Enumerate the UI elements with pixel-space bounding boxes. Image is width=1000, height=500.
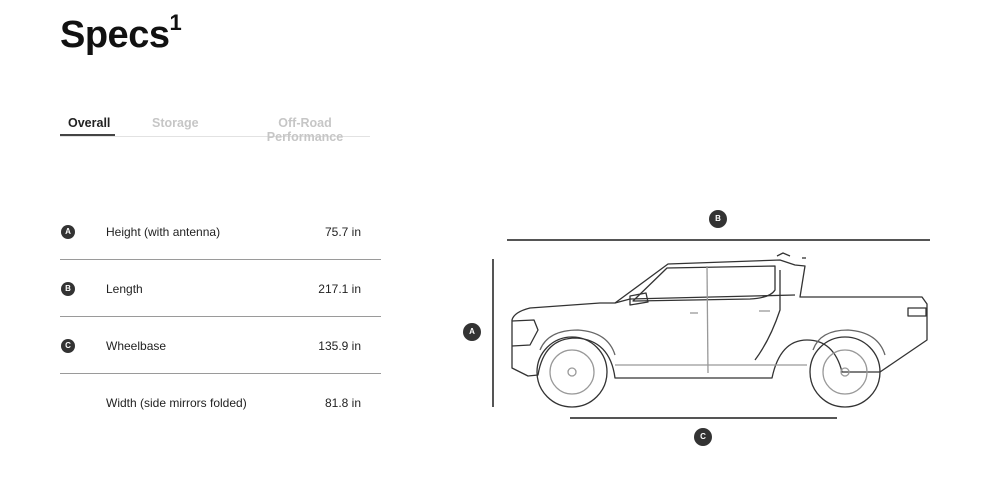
pickup-truck-icon [450,200,950,450]
spec-label: Length [106,281,143,296]
spec-tabs [60,116,370,144]
marker-height: A [463,323,481,341]
truck-dimension-diagram [450,200,950,450]
marker-length: B [709,210,727,228]
badge-a: A [61,225,75,239]
badge-c: C [61,339,75,353]
badge-b: B [61,282,75,296]
spec-row-wheelbase [60,317,381,374]
spec-row-height [60,203,381,260]
spec-row-width [60,374,381,431]
spec-value: 81.8 in [324,395,361,410]
spec-row-length [60,260,381,317]
spec-label: Wheelbase [106,338,167,353]
tab-storage[interactable]: Storage [152,116,199,130]
tab-off-road-performance[interactable]: Off-Road Performance [240,116,370,144]
spec-value: 75.7 in [324,224,361,239]
marker-wheelbase: C [694,428,712,446]
spec-label: Width (side mirrors folded) [106,395,247,410]
spec-value: 135.9 in [318,338,361,353]
footnote-marker: 1 [169,10,182,35]
tab-overall[interactable]: Overall [68,116,111,130]
spec-label: Height (with antenna) [106,224,221,239]
page-title: Specs$^1$ [60,10,182,56]
spec-value: 217.1 in [318,281,361,296]
active-tab-indicator [60,134,115,136]
